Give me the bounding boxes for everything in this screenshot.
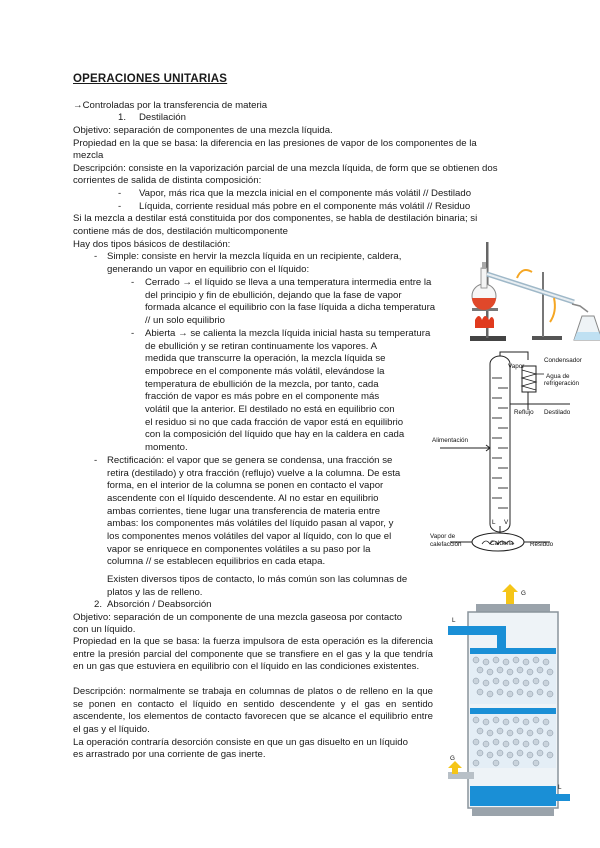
label-reflujo: Reflujo (514, 409, 534, 416)
bullet-liquida: Líquida, corriente residual más pobre en el componente más volátil // Residuo (139, 201, 471, 212)
second-stand-base (532, 336, 562, 340)
bullet-dash: - (118, 201, 122, 212)
rectificacion-line: columna // se establecen equilibrios en cada etapa. (107, 556, 326, 567)
rectificacion-line: retira (destilado) y otra fracción (reflujo) vuelve a la columna. De esta (107, 468, 401, 479)
section-1-heading: Destilación (139, 112, 186, 123)
rectificacion-line: ambas: los componentes más volátiles del líquido pasan al vapor, y (107, 518, 394, 529)
label-vapor: Vapor (508, 363, 525, 370)
sec1-descripcion-cont: corrientes de salida de distinta composición: (73, 175, 262, 186)
condenser-inner (487, 274, 574, 302)
distributor-1 (470, 648, 556, 654)
rectificacion-line: Rectificación: el vapor que se genera se condensa, una fracción se (107, 455, 393, 466)
bullet-dash: - (131, 277, 135, 288)
label-residuo: Residuo (530, 541, 554, 548)
rectificacion-line: forma, en el interior de la columna se ponen en contacto el vapor (107, 480, 384, 491)
bullet-dash: - (118, 188, 122, 199)
rectificacion-line: ascendente con el líquido descendente. Al no estar en equilibrio (107, 493, 379, 504)
label-v: V (504, 519, 509, 526)
sec1-objetivo: Objetivo: separación de componentes de una mezcla líquida. (73, 125, 333, 136)
rectificacion-line: vapor se enriquece en componentes volátiles a su paso por la (107, 544, 371, 555)
abierta-line: empobrece en el componente más volátil, elevándose la (145, 366, 385, 377)
sec2-descripcion: Descripción: normalmente se trabaja en columnas de platos o de relleno en la que se ponen en contacto el líquido en sentido descendente y el gas en sentido ascendente, los elementos de contacto favorecen que se alcance el equilibrio entre el gas y el líquido. (73, 686, 433, 735)
abierta-line: temperatura de ebullición de la mezcla, por tanto, cada (145, 379, 379, 390)
label-caldera: Calderia (490, 540, 514, 547)
label-l-in: L (452, 617, 456, 624)
section-2-heading: Absorción / Deabsorción (107, 599, 212, 610)
distributor-2 (470, 708, 556, 714)
bullet-vapor: Vapor, más rica que la mezcla inicial en el componente más volátil // Destilado (139, 188, 472, 199)
cerrado-line: formada alcance el equilibrio con la fase líquida a dicha temperatura (145, 302, 436, 313)
water-hose-out (550, 298, 555, 322)
section-1-number: 1. (118, 112, 127, 123)
simple-line-1: Simple: consiste en hervir la mezcla líquida en un recipiente, caldera, (107, 251, 402, 262)
rectification-column-figure (430, 352, 600, 562)
abierta-line: fracción de vapor es más pobre en el componente más (145, 391, 380, 402)
sec2-objetivo: Objetivo: separación de un componente de una mezcla gaseosa por contacto (73, 612, 403, 623)
label-g-in: G (450, 755, 455, 762)
section-2-number: 2. (94, 599, 103, 610)
bullet-dash: - (94, 455, 98, 466)
gas-inlet-pipe (448, 772, 474, 779)
flame-icon (475, 316, 494, 328)
abierta-line: medida que transcurre la operación, la mezcla líquida se (145, 353, 386, 364)
label-g-out: G (521, 590, 526, 597)
column-base (472, 808, 554, 816)
bullet-dash: - (94, 251, 98, 262)
cerrado-line: // un solo equilibrio (145, 315, 225, 326)
bullet-dash: - (131, 328, 135, 339)
sec2-desorcion: La operación contraría desorción consiste en que un gas disuelto en un líquido (73, 737, 408, 748)
label-destilado: Destilado (544, 409, 571, 416)
abierta-line: volátil que la anterior. El destilado no está en equilibrio con (145, 404, 395, 415)
cerrado-line: del principio y fin de ebullición, dejando que la fase de vapor (145, 290, 402, 301)
sec1-binaria-cont: contiene más de dos, destilación multicomponente (73, 226, 288, 237)
liquid-inlet-drop (497, 626, 506, 648)
sec1-tipos: Hay dos tipos básicos de destilación: (73, 239, 231, 250)
thermometer-icon (482, 262, 486, 269)
distillate (574, 332, 600, 340)
simple-line-2: generando un vapor en equilibrio con el líquido: (107, 264, 310, 275)
abierta-line: con la composición del líquido que hay en la caldera en cada (145, 429, 405, 440)
sec1-descripcion: Descripción: consiste en la vaporización parcial de una mezcla líquida, de form que se obtienen dos (73, 163, 498, 174)
label-vapor-calefaccion-2: calefacción (430, 541, 462, 548)
rectificacion-line: los componentes menos volátiles del vapor al líquido, con lo que el (107, 531, 392, 542)
distillation-apparatus-figure (462, 232, 600, 344)
liquid-sump (470, 786, 556, 806)
label-agua: Agua de (546, 373, 570, 380)
liquid-outlet-pipe (556, 794, 570, 801)
flask-neck (481, 268, 487, 288)
intro-line: →Controladas por la transferencia de materia (73, 100, 268, 111)
contacto-line: Existen diversos tipos de contacto, lo más común son las columnas de (107, 574, 408, 585)
cerrado-line: Cerrado → el líquido se lleva a una temperatura intermedia entre la (145, 277, 432, 288)
top-head (476, 604, 550, 612)
label-refrigeracion: refrigeración (544, 380, 579, 387)
sec1-propiedad-cont: mezcla (73, 150, 104, 161)
label-alimentacion: Alimentación (432, 437, 469, 444)
contacto-line: platos y las de relleno. (107, 587, 203, 598)
label-l-out: L (558, 784, 562, 791)
sec1-propiedad: Propiedad en la que se basa: la diferencia en las presiones de vapor de los componentes de la (73, 138, 477, 149)
water-hose-in (517, 270, 532, 278)
abierta-line: Abierta → se calienta la mezcla líquida inicial hasta su temperatura (145, 328, 431, 339)
label-condensador: Condensador (544, 357, 582, 364)
sec2-propiedad: Propiedad en la que se basa: la fuerza impulsora de esta operación es la diferencia entre la presión parcial del componente que se transfiere en el gas y la que tendría en un gas que estuviera en equilibrio con el líquido en las condiciones existentes. (73, 636, 433, 673)
sec1-binaria: Si la mezcla a destilar está constituida por dos componentes, se habla de destilación binaria; si (73, 213, 478, 224)
label-l: L (492, 519, 496, 526)
absorption-column-figure (448, 582, 572, 818)
abierta-line: el residuo si no que cada fracción de vapor está en equilibrio (145, 417, 404, 428)
page-title: OPERACIONES UNITARIAS (73, 73, 228, 85)
abierta-line: momento. (145, 442, 188, 453)
abierta-line: de ebullición y se retiran continuamente los vapores. A (145, 341, 377, 352)
label-vapor-calefaccion: Vapor de (430, 533, 456, 540)
column-shell (490, 356, 510, 532)
adapter (572, 304, 588, 312)
sec2-desorcion-cont: es arrastrado por una corriente de gas inerte. (73, 749, 266, 760)
gas-out-arrow (502, 584, 518, 604)
sec2-objetivo-cont: con un líquido. (73, 624, 136, 635)
second-stand-rod (542, 272, 544, 337)
rectificacion-line: ambas corrientes, tiene lugar una transferencia de materia entre (107, 506, 381, 517)
